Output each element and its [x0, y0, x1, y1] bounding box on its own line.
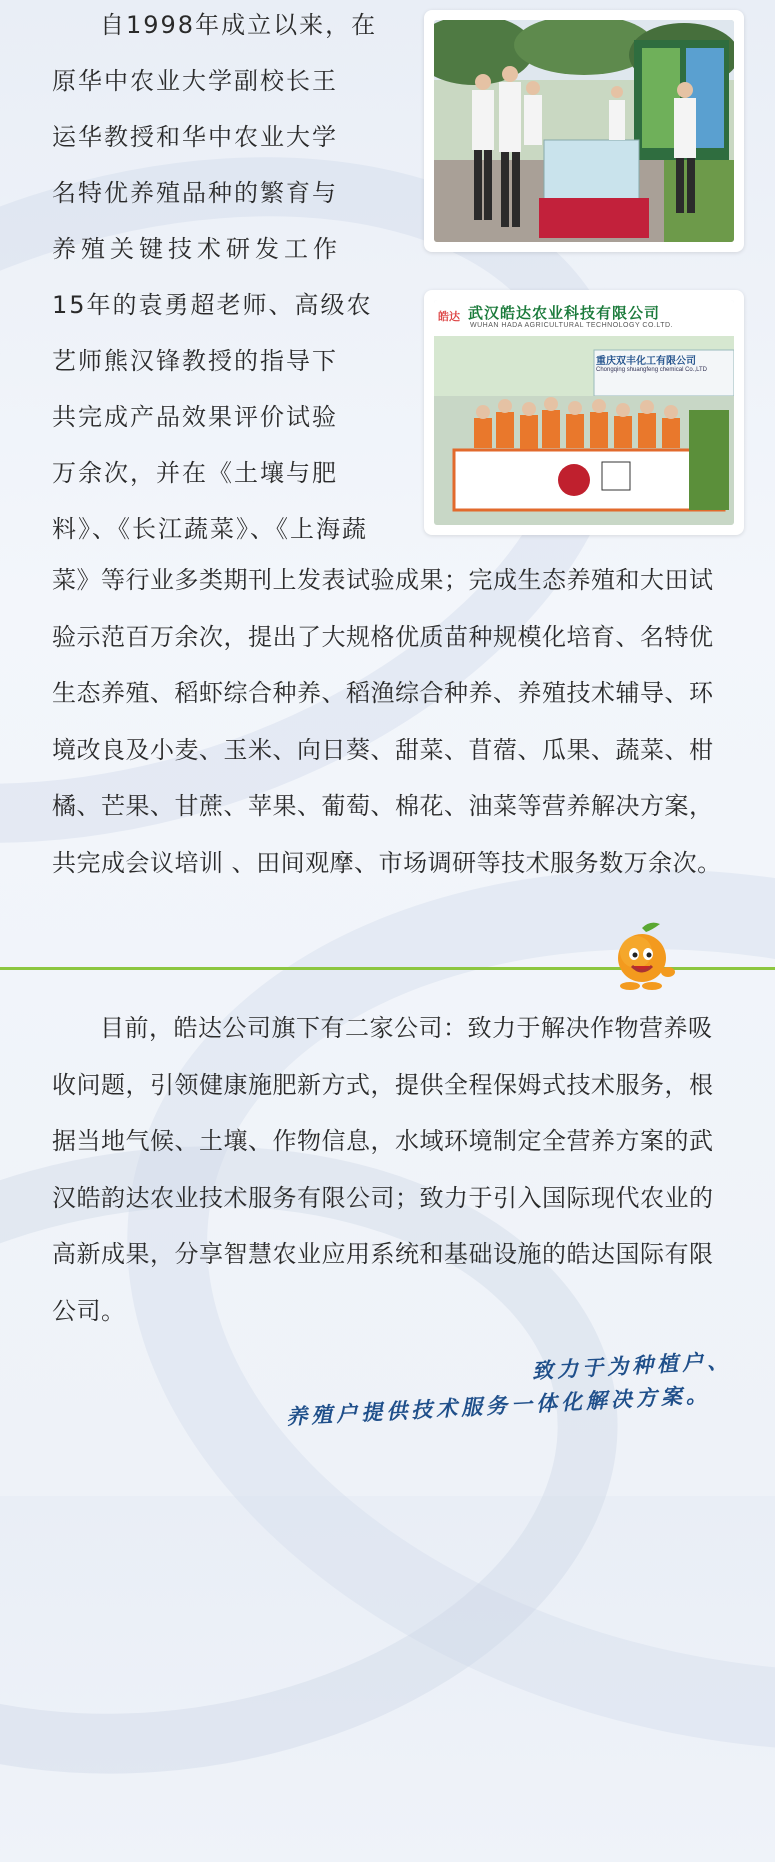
intro-line: 名特优养殖品种的繁育与 [52, 179, 338, 207]
booth-logo-text: 皓达 [438, 311, 460, 323]
outdoor-visit-image [434, 20, 734, 242]
intro-line: 万余次，并在《土壤与肥 [52, 459, 338, 487]
booth-banner-title: 武汉皓达农业科技有限公司 [468, 305, 661, 322]
intro-continuation: 菜》等行业多类期刊上发表试验成果；完成生态养殖和大田试验示范百万余次，提出了大规格优质苗种规模化培育、名特优生态养殖、稻虾综合种养、稻渔综合种养、养殖技术辅导、环境改良及小麦、玉米、向日葵、甜菜、苜蓿、瓜果、蔬菜、柑橘、芒果、甘蔗、苹果、葡萄、棉花、油菜等营养解决方案，共完成会议培训 、田间观摩、市场调研等技术服务数万余次。 [52, 566, 722, 877]
company-paragraph-text: 目前，皓达公司旗下有二家公司：致力于解决作物营养吸收问题，引领健康施肥新方式，提供全程保姆式技术服务，根据当地气候、土壤、作物信息，水域环境制定全营养方案的武汉皓韵达农业技术服务有限公司；致力于引入国际现代农业的高新成果，分享智慧农业应用系统和基础设施的皓达国际有限公司。 [52, 1014, 714, 1325]
intro-line: 艺师熊汉锋教授的指导下 [52, 347, 338, 375]
slogan-line-2: 养殖户提供技术服务一体化解决方案。 [285, 1381, 712, 1430]
photo-outdoor-visit [424, 10, 744, 252]
intro-line: 料》、《长江蔬菜》、《上海蔬 [52, 515, 368, 543]
booth-banner [434, 300, 734, 336]
intro-line: 共完成产品效果评价试验 [52, 403, 338, 431]
company-paragraph [52, 1000, 732, 1339]
neighbor-booth-sign [596, 352, 732, 373]
slogan-line-1: 致力于为种植户、 [531, 1347, 733, 1384]
orange-mascot-icon [606, 920, 682, 996]
intro-line: 原华中农业大学副校长王 [52, 67, 338, 95]
neighbor-sign-subtitle: Chongqing shuangfeng chemical Co.,LTD [596, 367, 707, 373]
booth-banner-subtitle: WUHAN HADA AGRICULTURAL TECHNOLOGY CO.LTD. [470, 322, 674, 329]
intro-line: 运华教授和华中农业大学 [52, 123, 338, 151]
intro-line: 养殖关键技术研发工作 [52, 235, 342, 263]
intro-line: 自1998年成立以来，在 [100, 11, 378, 39]
intro-line: 15年的袁勇超老师、高级农 [52, 291, 373, 319]
photo-trade-show [424, 290, 744, 535]
neighbor-sign-title: 重庆双丰化工有限公司 [596, 356, 696, 367]
